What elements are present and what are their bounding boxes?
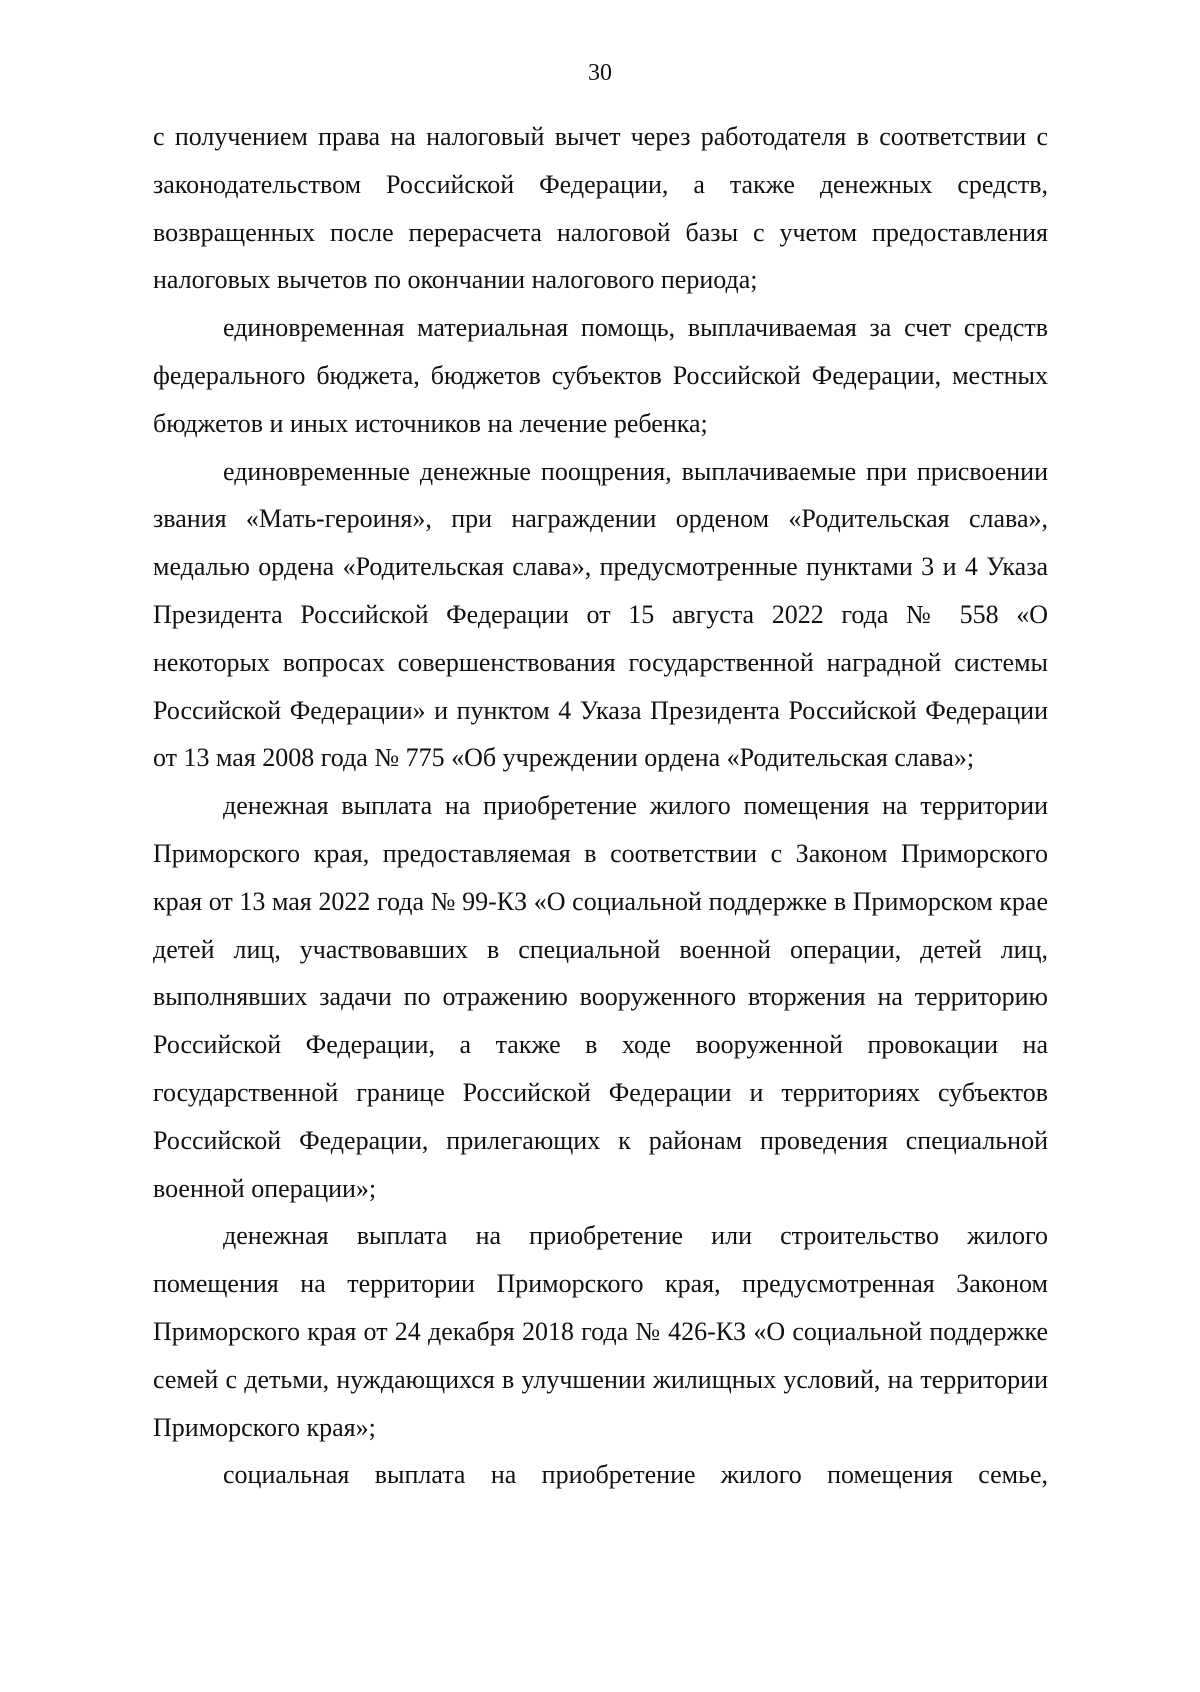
paragraph-material-aid: единовременная материальная помощь, выплачиваемая за счет средств федерального бюджета, бюджетов субъектов Российской Федерации, местных бюджетов и иных источников на лечение ребенка;	[153, 313, 1048, 438]
paragraph-social-payment-start: социальная выплата на приобретение жилого помещения семье,	[223, 1460, 1048, 1490]
page-number: 30	[588, 60, 612, 86]
paragraph-award-payments: единовременные денежные поощрения, выплачиваемые при присвоении звания «Мать-героиня», при награждении орденом «Родительская слава», медалью ордена «Родительская слава», предусмотренные пунктами 3 и 4 Указа Президента Российской Федерации от 15 августа 2022 года № 558 «О некоторых вопросах совершенствования государственной наградной системы Российской Федерации» и пунктом 4 Указа Президента Российской Федерации от 13 мая 2008 года № 775 «Об учреждении ордена «Родительская слава»;	[153, 456, 1048, 773]
paragraph-housing-payment-families: денежная выплата на приобретение или строительство жилого помещения на территории Приморского края, предусмотренная Законом Приморского края от 24 декабря 2018 года № 426-КЗ «О социальной поддержке семей с детьми, нуждающихся в улучшении жилищных условий, на территории Приморского края»;	[153, 1221, 1048, 1442]
paragraph-housing-payment-svo: денежная выплата на приобретение жилого помещения на территории Приморского края, предоставляемая в соответствии с Законом Приморского края от 13 мая 2022 года № 99-КЗ «О социальной поддержке в Приморском крае детей лиц, участвовавших в специальной военной операции, детей лиц, выполнявших задачи по отражению вооруженного вторжения на территорию Российской Федерации, а также в ходе вооруженной провокации на государственной границе Российской Федерации и территориях субъектов Российской Федерации, прилегающих к районам проведения специальной военной операции»;	[153, 791, 1048, 1203]
paragraph-tax-deduction-continuation: с получением права на налоговый вычет через работодателя в соответствии с законодательством Российской Федерации, а также денежных средств, возвращенных после перерасчета налоговой базы с учетом предоставления налоговых вычетов по окончании налогового периода;	[153, 122, 1048, 295]
document-body	[153, 113, 1048, 1499]
